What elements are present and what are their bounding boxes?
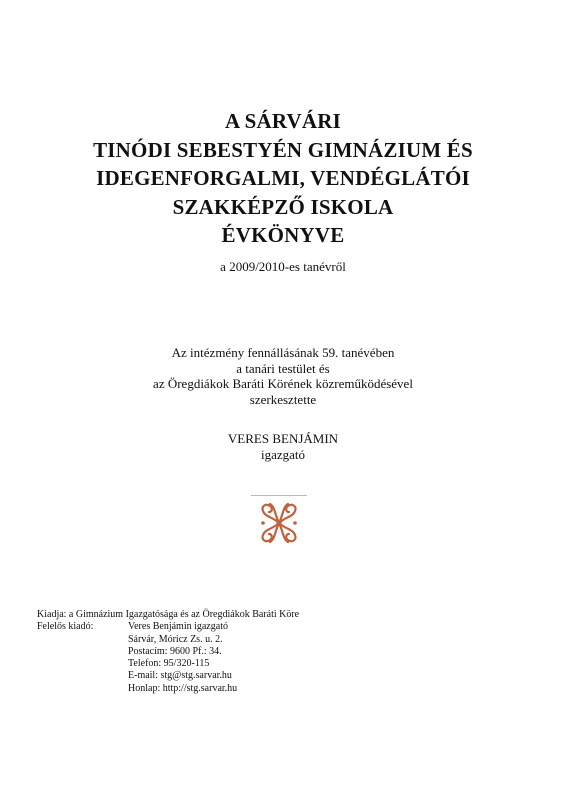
editorial-line-2: a tanári testület és	[236, 360, 330, 376]
editorial-line-1: Az intézmény fennállásának 59. tanévében	[171, 345, 395, 360]
title-line-1: A SÁRVÁRI	[225, 109, 341, 133]
imprint-publisher	[37, 609, 299, 621]
responsible-name: Veres Benjámin igazgató	[128, 621, 228, 633]
ornament	[251, 495, 307, 551]
imprint-responsible	[37, 621, 299, 633]
school-year-subtitle: a 2009/2010-es tanévről	[220, 259, 346, 274]
title-line-5: ÉVKÖNYVE	[221, 223, 345, 247]
imprint-postal: Postacím: 9600 Pf.: 34.	[128, 645, 222, 657]
editor-role: igazgató	[260, 446, 306, 462]
editorial-line-4: szerkesztette	[249, 391, 317, 407]
editorial-note	[0, 345, 566, 407]
editorial-line-3: az Öregdiákok Baráti Körének közreműködésével	[153, 376, 413, 391]
imprint-phone: Telefon: 95/320-115	[128, 658, 210, 670]
floral-ornament-icon	[251, 495, 307, 551]
publisher-text: Kiadja: a Gimnázium Igazgatósága és az Öregdiákok Baráti Köre	[37, 609, 300, 620]
title-line-2: TINÓDI SEBESTYÉN GIMNÁZIUM ÉS	[93, 137, 473, 162]
imprint-email: E-mail: stg@stg.sarvar.hu	[128, 670, 232, 682]
editor-name: VERES BENJÁMIN	[227, 431, 339, 446]
editor-block	[0, 431, 566, 462]
title-line-4: SZAKKÉPZŐ ISKOLA	[172, 194, 394, 219]
imprint-website: Honlap: http://stg.sarvar.hu	[128, 682, 238, 694]
yearbook-title	[0, 107, 566, 250]
responsible-label: Felelős kiadó:	[37, 621, 94, 633]
imprint	[37, 609, 299, 695]
imprint-address: Sárvár, Móricz Zs. u. 2.	[128, 633, 223, 645]
title-line-3: IDEGENFORGALMI, VENDÉGLÁTÓI	[96, 166, 470, 190]
